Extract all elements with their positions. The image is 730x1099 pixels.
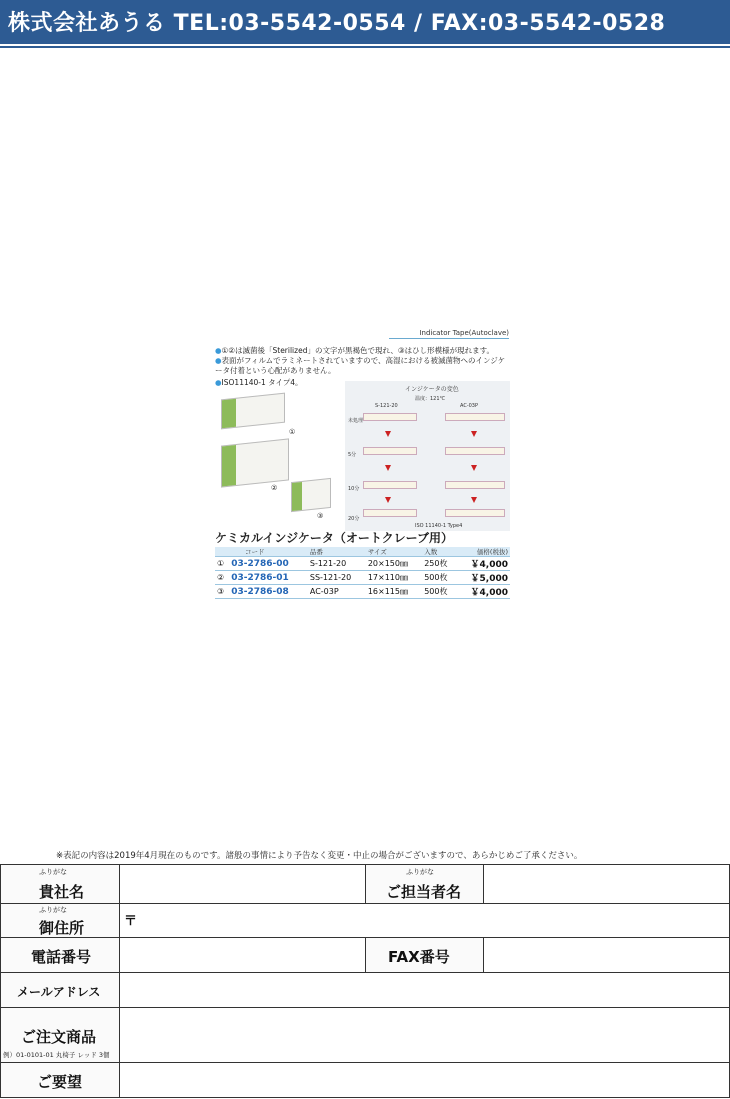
- photo-label-2: ②: [271, 484, 278, 492]
- phone-label-cell: [0, 937, 120, 973]
- product-model: S-121-20: [308, 557, 366, 571]
- bullet-text: 表面がフィルムでラミネートされていますので、高湿における被滅菌物へのインジケータ付着という心配がありません。: [215, 356, 506, 375]
- product-size: 20×150㎜: [366, 557, 422, 571]
- indicator-strip: [445, 413, 505, 421]
- header-bar: [0, 0, 730, 44]
- request-field[interactable]: [119, 1062, 730, 1098]
- product-qty: 500枚: [422, 585, 457, 599]
- furigana-label: ふりがな: [39, 906, 67, 914]
- product-box-1: [221, 393, 285, 430]
- product-code: 03-2786-00: [229, 557, 308, 571]
- order-field[interactable]: [119, 1007, 730, 1063]
- product-price: ￥4,000: [457, 585, 510, 599]
- indicator-strip: [363, 509, 417, 517]
- furigana-label: ふりがな: [406, 868, 434, 876]
- section-label: Indicator Tape(Autoclave): [389, 329, 509, 339]
- product-table: [215, 547, 510, 599]
- order-example: 例）01-0101-01 丸椅子 レッド 3個: [3, 1051, 110, 1059]
- col-header-price: 価格(税抜): [457, 547, 510, 557]
- diagram-col-2: AC-03P: [460, 403, 479, 409]
- diagram-row-2: 5分: [348, 452, 357, 458]
- product-code: 03-2786-01: [229, 571, 308, 585]
- fax-label-cell: [365, 937, 484, 973]
- diagram-col-1: S-121-20: [375, 403, 398, 409]
- photo-label-1: ①: [289, 428, 296, 436]
- product-model: SS-121-20: [308, 571, 366, 585]
- col-header-model: 品番: [308, 547, 366, 557]
- indicator-strip: [363, 481, 417, 489]
- diagram-row-4: 20分: [348, 516, 360, 522]
- diagram-title: インジケータの変色: [405, 386, 459, 393]
- postal-mark: 〒: [124, 914, 138, 929]
- product-photo: [215, 392, 343, 524]
- header-title: 株式会社あうる TEL:03-5542-0554 / FAX:03-5542-0528: [8, 11, 666, 36]
- indicator-strip: [363, 413, 417, 421]
- person-field[interactable]: [483, 864, 730, 904]
- phone-label: 電話番号: [31, 948, 92, 966]
- request-label-cell: [0, 1062, 120, 1098]
- indicator-strip: [363, 447, 417, 455]
- fax-label: FAX番号: [388, 948, 450, 966]
- header-divider: [0, 46, 730, 48]
- company-label-cell: [0, 864, 120, 904]
- indicator-strip: [445, 509, 505, 517]
- person-label: ご担当者名: [386, 883, 462, 901]
- product-title: ケミカルインジケータ（オートクレーブ用）: [215, 531, 454, 545]
- fax-field[interactable]: [483, 937, 730, 973]
- product-price: ￥5,000: [457, 571, 510, 585]
- arrow-down-icon: [385, 465, 391, 471]
- table-header-row: [215, 547, 510, 557]
- company-field[interactable]: [119, 864, 366, 904]
- arrow-down-icon: [471, 431, 477, 437]
- order-label-cell: [0, 1007, 120, 1063]
- address-field[interactable]: [119, 903, 730, 938]
- phone-field[interactable]: [119, 937, 366, 973]
- product-qty: 500枚: [422, 571, 457, 585]
- furigana-label: ふりがな: [39, 868, 67, 876]
- product-model: AC-03P: [308, 585, 366, 599]
- arrow-down-icon: [385, 431, 391, 437]
- address-label: 御住所: [39, 919, 85, 937]
- arrow-down-icon: [471, 465, 477, 471]
- product-code: 03-2786-08: [229, 585, 308, 599]
- row-number: ①: [215, 557, 229, 571]
- request-label: ご要望: [37, 1073, 83, 1091]
- email-label: メールアドレス: [17, 985, 101, 999]
- product-box-2: [221, 438, 289, 487]
- product-box-3: [291, 478, 331, 512]
- order-label: ご注文商品: [21, 1028, 97, 1046]
- diagram-row-3: 10分: [348, 486, 360, 492]
- diagram-row-1: 未処理: [348, 418, 364, 424]
- table-row: [215, 571, 510, 585]
- product-size: 17×110㎜: [366, 571, 422, 585]
- arrow-down-icon: [471, 497, 477, 503]
- catalog-panel: [213, 329, 515, 599]
- bullet-1: ●①②は滅菌後「Sterilized」の文字が黒褐色で現れ、③はひし形模様が現れます。: [215, 346, 495, 355]
- product-size: 16×115㎜: [366, 585, 422, 599]
- col-header-size: サイズ: [366, 547, 422, 557]
- diagram-footer: ISO 11140-1 Type4: [415, 523, 463, 529]
- product-qty: 250枚: [422, 557, 457, 571]
- table-row: [215, 557, 510, 571]
- company-label: 貴社名: [39, 883, 85, 901]
- col-header-qty: 入数: [422, 547, 457, 557]
- color-change-diagram: [345, 381, 510, 531]
- row-number: ②: [215, 571, 229, 585]
- indicator-strip: [445, 447, 505, 455]
- address-label-cell: [0, 903, 120, 938]
- indicator-strip: [445, 481, 505, 489]
- person-label-cell: [365, 864, 484, 904]
- bullet-text: ISO11140-1 タイプ4。: [221, 378, 303, 387]
- bullet-text: ①②は滅菌後「Sterilized」の文字が黒褐色で現れ、③はひし形模様が現れます。: [221, 346, 495, 355]
- product-price: ￥4,000: [457, 557, 510, 571]
- bullet-3: ●ISO11140-1 タイプ4。: [215, 378, 303, 387]
- col-header-code: コード: [215, 547, 308, 557]
- table-row: [215, 585, 510, 599]
- arrow-down-icon: [385, 497, 391, 503]
- email-field[interactable]: [119, 972, 730, 1008]
- notice-text: ※表記の内容は2019年4月現在のものです。諸般の事情により予告なく変更・中止の場合がございますので、あらかじめご了承ください。: [56, 851, 583, 861]
- diagram-subtitle: 温度：121℃: [415, 396, 446, 402]
- row-number: ③: [215, 585, 229, 599]
- bullet-2: ●表面がフィルムでラミネートされていますので、高湿における被滅菌物へのインジケータ付着という心配がありません。: [215, 356, 506, 375]
- photo-label-3: ③: [317, 512, 324, 520]
- email-label-cell: [0, 972, 120, 1008]
